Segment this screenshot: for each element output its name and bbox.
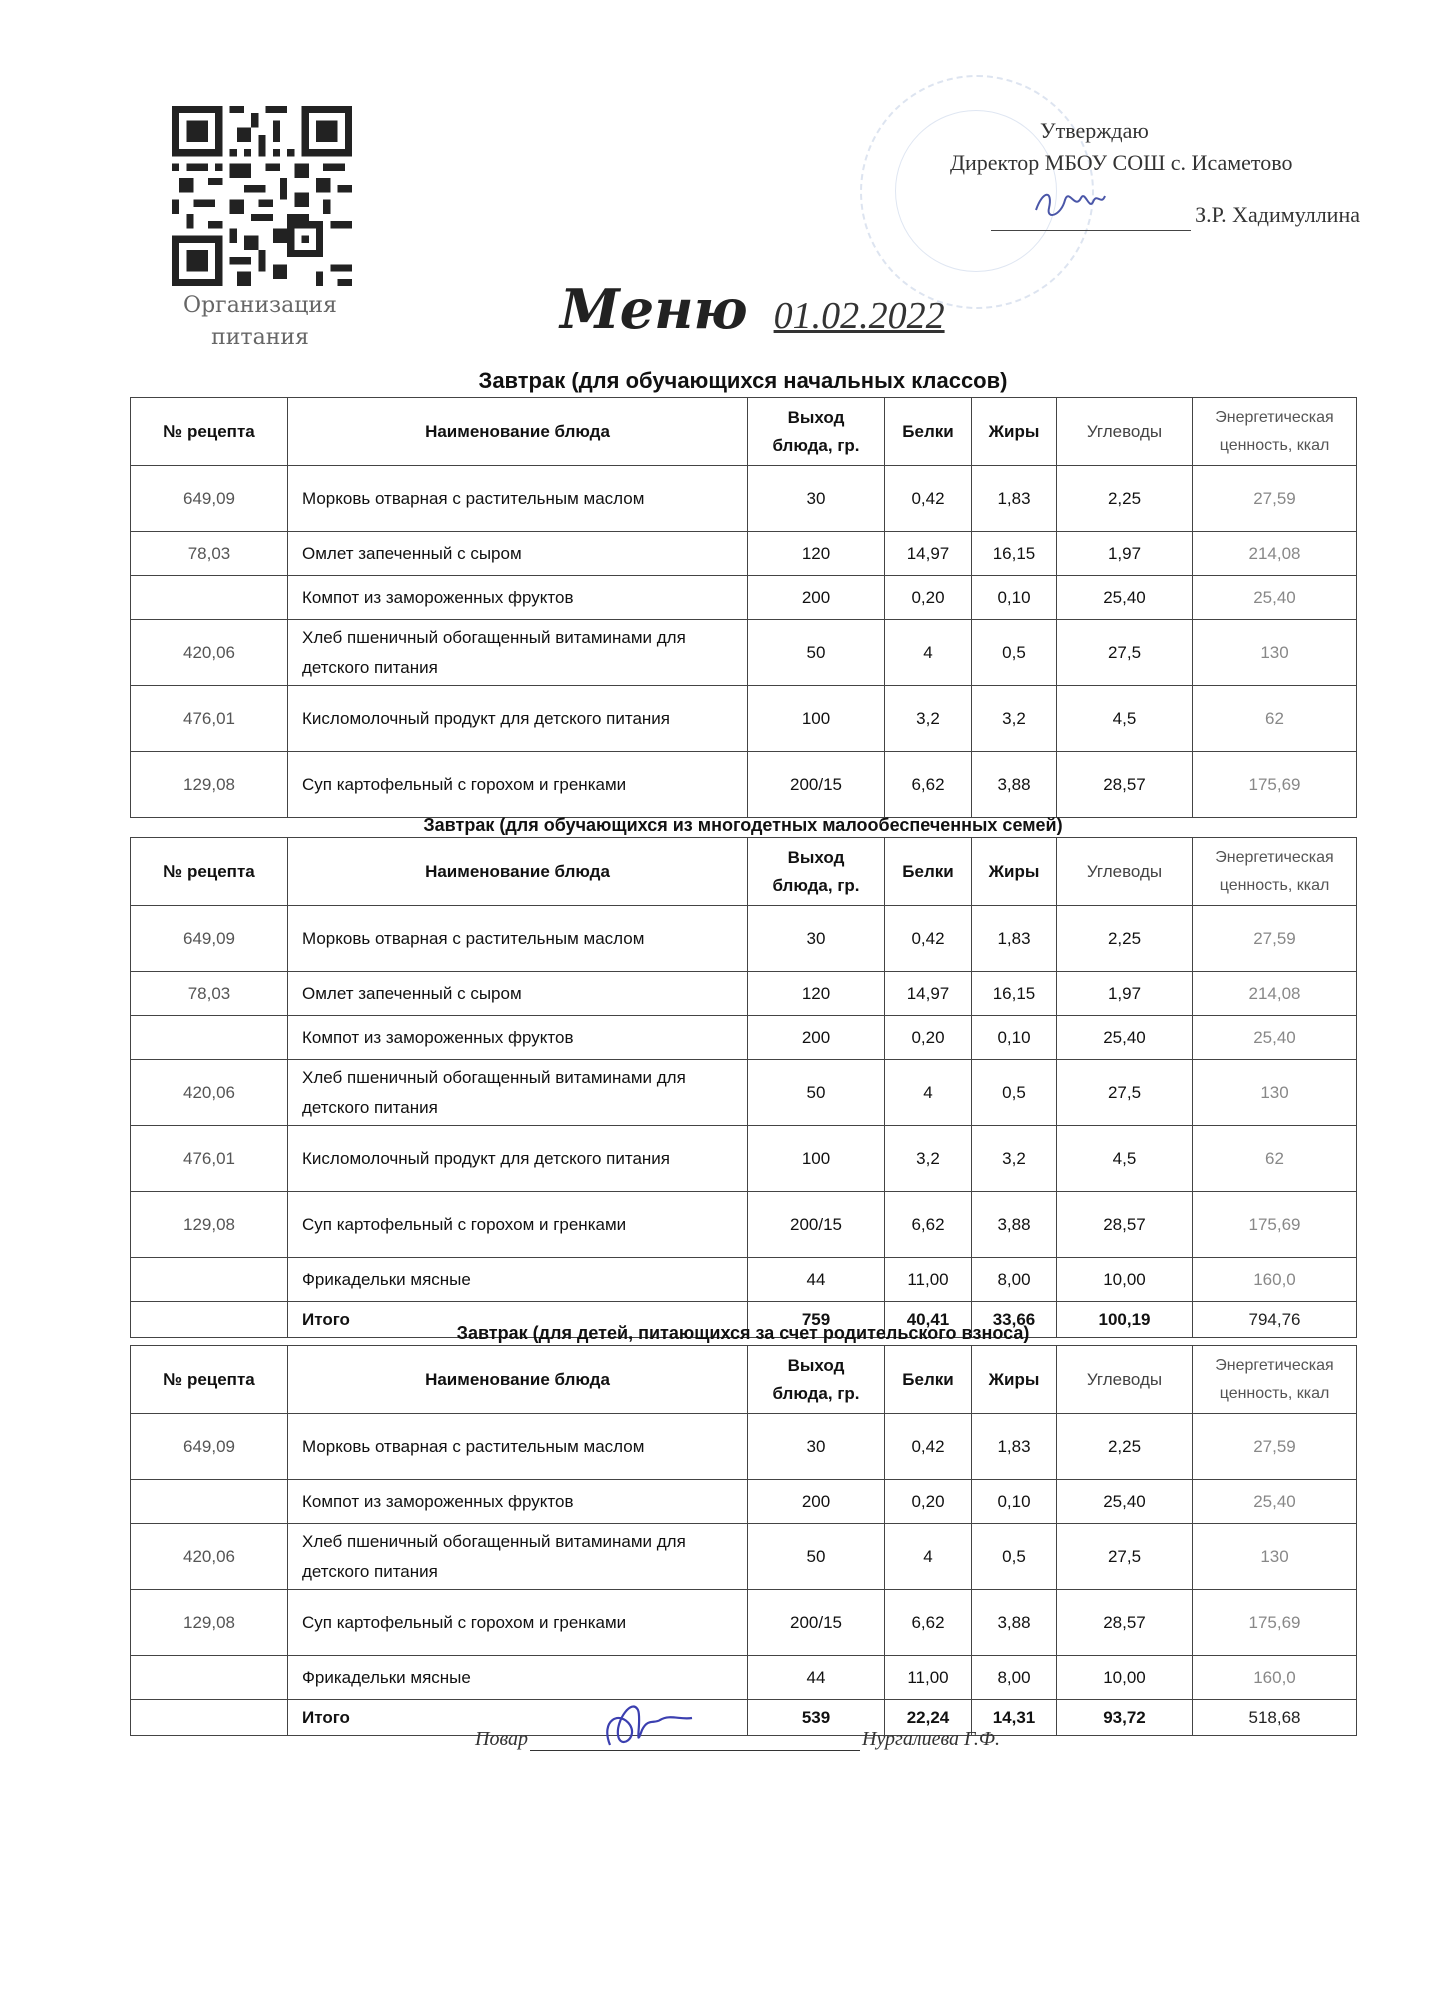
dish-fat: 3,2 — [972, 686, 1057, 752]
dish-name: Компот из замороженных фруктов — [288, 1016, 748, 1060]
approve-label: Утверждаю — [1040, 118, 1149, 143]
section-title-1 — [130, 368, 1356, 394]
table-row — [131, 686, 1357, 752]
cook-label: Повар — [475, 1728, 528, 1750]
col-yield-header-l1: Выход — [787, 847, 845, 867]
dish-protein: 0,42 — [885, 1414, 972, 1480]
cook-name: Нургалиева Г.Ф. — [862, 1728, 1000, 1750]
dish-carbs: 27,5 — [1057, 620, 1193, 686]
total-fat: 14,31 — [972, 1700, 1057, 1736]
dish-yield: 44 — [748, 1656, 885, 1700]
dish-carbs: 25,40 — [1057, 576, 1193, 620]
page-title — [560, 277, 945, 341]
col-code-header: № рецепта — [131, 1346, 288, 1414]
dish-name: Морковь отварная с растительным маслом — [288, 1414, 748, 1480]
dish-name: Хлеб пшеничный обогащенный витаминами для детского питания — [288, 1060, 748, 1126]
total-fat: 33,66 — [972, 1302, 1057, 1338]
dish-energy: 27,59 — [1193, 1414, 1357, 1480]
dish-energy: 27,59 — [1193, 466, 1357, 532]
col-protein-header: Белки — [885, 1346, 972, 1414]
dish-yield: 120 — [748, 532, 885, 576]
dish-carbs: 2,25 — [1057, 1414, 1193, 1480]
total-empty-cell — [131, 1700, 288, 1736]
director-signature — [1031, 180, 1121, 230]
dish-name: Компот из замороженных фруктов — [288, 576, 748, 620]
dish-energy: 62 — [1193, 1126, 1357, 1192]
table-row — [131, 1016, 1357, 1060]
col-protein-header: Белки — [885, 838, 972, 906]
menu-table-1 — [130, 397, 1357, 818]
recipe-code: 78,03 — [131, 972, 288, 1016]
col-energy-header — [1193, 838, 1357, 906]
col-energy-header-l1: Энергетическая — [1215, 848, 1334, 866]
recipe-code: 129,08 — [131, 1590, 288, 1656]
dish-name: Фрикадельки мясные — [288, 1258, 748, 1302]
total-yield: 759 — [748, 1302, 885, 1338]
dish-protein: 3,2 — [885, 1126, 972, 1192]
director-signature-line — [991, 204, 1191, 231]
total-carbs: 100,19 — [1057, 1302, 1193, 1338]
dish-carbs: 2,25 — [1057, 466, 1193, 532]
dish-fat: 1,83 — [972, 1414, 1057, 1480]
dish-energy: 130 — [1193, 1060, 1357, 1126]
dish-protein: 14,97 — [885, 532, 972, 576]
dish-carbs: 28,57 — [1057, 1590, 1193, 1656]
recipe-code: 420,06 — [131, 1060, 288, 1126]
cook-signature-line — [530, 1730, 860, 1751]
col-carbs-header: Углеводы — [1057, 838, 1193, 906]
dish-yield: 200 — [748, 576, 885, 620]
dish-fat: 0,10 — [972, 1016, 1057, 1060]
dish-fat: 16,15 — [972, 972, 1057, 1016]
recipe-code: 129,08 — [131, 752, 288, 818]
table-row — [131, 1258, 1357, 1302]
col-protein-header: Белки — [885, 398, 972, 466]
total-protein: 22,24 — [885, 1700, 972, 1736]
dish-fat: 3,88 — [972, 752, 1057, 818]
dish-energy: 175,69 — [1193, 1590, 1357, 1656]
dish-protein: 0,20 — [885, 1016, 972, 1060]
dish-fat: 3,88 — [972, 1192, 1057, 1258]
table-row — [131, 1656, 1357, 1700]
dish-energy: 130 — [1193, 1524, 1357, 1590]
menu-table-2 — [130, 837, 1357, 1338]
dish-energy: 214,08 — [1193, 532, 1357, 576]
col-carbs-header: Углеводы — [1057, 398, 1193, 466]
col-yield-header-l1: Выход — [787, 407, 845, 427]
dish-carbs: 4,5 — [1057, 1126, 1193, 1192]
col-name-header: Наименование блюда — [288, 838, 748, 906]
section-title-1-rest: (для обучающихся начальных классов) — [565, 368, 1008, 393]
total-yield: 539 — [748, 1700, 885, 1736]
table-row — [131, 1126, 1357, 1192]
dish-protein: 0,20 — [885, 576, 972, 620]
dish-energy: 175,69 — [1193, 1192, 1357, 1258]
col-name-header: Наименование блюда — [288, 1346, 748, 1414]
dish-protein: 11,00 — [885, 1258, 972, 1302]
approve-position: Директор МБОУ СОШ с. Исаметово — [950, 150, 1293, 175]
dish-name: Фрикадельки мясные — [288, 1656, 748, 1700]
dish-protein: 14,97 — [885, 972, 972, 1016]
approve-signature-row — [950, 199, 1360, 231]
dish-yield: 120 — [748, 972, 885, 1016]
col-yield-header-l1: Выход — [787, 1355, 845, 1375]
dish-protein: 4 — [885, 1060, 972, 1126]
dish-name: Омлет запеченный с сыром — [288, 972, 748, 1016]
total-energy: 518,68 — [1193, 1700, 1357, 1736]
section-title-3 — [130, 1323, 1356, 1344]
org-caption: Организация питания — [183, 293, 337, 350]
table-row — [131, 752, 1357, 818]
recipe-code: 420,06 — [131, 1524, 288, 1590]
dish-fat: 0,5 — [972, 620, 1057, 686]
dish-name: Суп картофельный с горохом и гренками — [288, 752, 748, 818]
dish-name: Суп картофельный с горохом и гренками — [288, 1590, 748, 1656]
recipe-code: 476,01 — [131, 686, 288, 752]
recipe-code: 649,09 — [131, 906, 288, 972]
recipe-code — [131, 576, 288, 620]
recipe-code: 78,03 — [131, 532, 288, 576]
table-row — [131, 620, 1357, 686]
total-energy: 794,76 — [1193, 1302, 1357, 1338]
col-yield-header-l2: блюда, гр. — [772, 1383, 860, 1403]
table-row — [131, 1192, 1357, 1258]
dish-energy: 130 — [1193, 620, 1357, 686]
total-label: Итого — [288, 1700, 748, 1736]
col-code-header: № рецепта — [131, 398, 288, 466]
dish-energy: 27,59 — [1193, 906, 1357, 972]
col-energy-header-l2: ценность, ккал — [1219, 876, 1330, 894]
dish-carbs: 25,40 — [1057, 1480, 1193, 1524]
dish-carbs: 1,97 — [1057, 972, 1193, 1016]
table-row — [131, 972, 1357, 1016]
dish-carbs: 25,40 — [1057, 1016, 1193, 1060]
table-row — [131, 1414, 1357, 1480]
dish-yield: 200/15 — [748, 1590, 885, 1656]
dish-carbs: 28,57 — [1057, 752, 1193, 818]
col-energy-header-l2: ценность, ккал — [1219, 1384, 1330, 1402]
table-header-row — [131, 1346, 1357, 1414]
title-word: Меню — [560, 277, 748, 341]
dish-name: Суп картофельный с горохом и гренками — [288, 1192, 748, 1258]
col-name-header: Наименование блюда — [288, 398, 748, 466]
section-title-1-bold: Завтрак — [478, 368, 566, 393]
dish-yield: 200/15 — [748, 1192, 885, 1258]
dish-energy: 214,08 — [1193, 972, 1357, 1016]
dish-fat: 3,88 — [972, 1590, 1057, 1656]
recipe-code — [131, 1656, 288, 1700]
dish-carbs: 10,00 — [1057, 1258, 1193, 1302]
col-energy-header-l1: Энергетическая — [1215, 1356, 1334, 1374]
dish-fat: 0,10 — [972, 1480, 1057, 1524]
recipe-code — [131, 1258, 288, 1302]
dish-fat: 8,00 — [972, 1656, 1057, 1700]
total-carbs: 93,72 — [1057, 1700, 1193, 1736]
dish-yield: 44 — [748, 1258, 885, 1302]
col-energy-header — [1193, 398, 1357, 466]
menu-table-3 — [130, 1345, 1357, 1736]
dish-name: Компот из замороженных фруктов — [288, 1480, 748, 1524]
menu-date: 01.02.2022 — [773, 295, 945, 337]
dish-energy: 25,40 — [1193, 1480, 1357, 1524]
dish-name: Кисломолочный продукт для детского питания — [288, 1126, 748, 1192]
col-energy-header-l1: Энергетическая — [1215, 408, 1334, 426]
dish-carbs: 4,5 — [1057, 686, 1193, 752]
col-energy-header-l2: ценность, ккал — [1219, 436, 1330, 454]
col-yield-header-l2: блюда, гр. — [772, 875, 860, 895]
dish-name: Кисломолочный продукт для детского питания — [288, 686, 748, 752]
col-yield-header — [748, 398, 885, 466]
dish-yield: 30 — [748, 466, 885, 532]
col-fat-header: Жиры — [972, 1346, 1057, 1414]
cook-signature — [590, 1690, 700, 1760]
dish-protein: 0,42 — [885, 906, 972, 972]
dish-protein: 6,62 — [885, 1590, 972, 1656]
dish-energy: 160,0 — [1193, 1258, 1357, 1302]
dish-name: Омлет запеченный с сыром — [288, 532, 748, 576]
dish-carbs: 10,00 — [1057, 1656, 1193, 1700]
recipe-code: 129,08 — [131, 1192, 288, 1258]
recipe-code: 476,01 — [131, 1126, 288, 1192]
dish-yield: 200/15 — [748, 752, 885, 818]
dish-carbs: 2,25 — [1057, 906, 1193, 972]
dish-protein: 6,62 — [885, 752, 972, 818]
dish-yield: 30 — [748, 906, 885, 972]
dish-protein: 3,2 — [885, 686, 972, 752]
table-row — [131, 1590, 1357, 1656]
dish-protein: 6,62 — [885, 1192, 972, 1258]
dish-carbs: 28,57 — [1057, 1192, 1193, 1258]
recipe-code: 649,09 — [131, 1414, 288, 1480]
col-yield-header — [748, 838, 885, 906]
dish-energy: 160,0 — [1193, 1656, 1357, 1700]
col-code-header: № рецепта — [131, 838, 288, 906]
table-row — [131, 1060, 1357, 1126]
dish-carbs: 27,5 — [1057, 1060, 1193, 1126]
dish-fat: 8,00 — [972, 1258, 1057, 1302]
dish-energy: 62 — [1193, 686, 1357, 752]
table-row — [131, 576, 1357, 620]
col-energy-header — [1193, 1346, 1357, 1414]
col-yield-header — [748, 1346, 885, 1414]
dish-yield: 50 — [748, 620, 885, 686]
dish-name: Морковь отварная с растительным маслом — [288, 466, 748, 532]
recipe-code: 420,06 — [131, 620, 288, 686]
section-title-2-bold: Завтрак (для обучающихся из многодетных малообеспеченных семей) — [423, 815, 1063, 835]
table-row — [131, 1480, 1357, 1524]
table-row — [131, 532, 1357, 576]
qr-code — [172, 106, 352, 286]
total-protein: 40,41 — [885, 1302, 972, 1338]
col-carbs-header: Углеводы — [1057, 1346, 1193, 1414]
total-label: Итого — [288, 1302, 748, 1338]
dish-yield: 30 — [748, 1414, 885, 1480]
dish-fat: 1,83 — [972, 466, 1057, 532]
table-row — [131, 906, 1357, 972]
dish-protein: 0,42 — [885, 466, 972, 532]
dish-fat: 0,10 — [972, 576, 1057, 620]
dish-yield: 50 — [748, 1060, 885, 1126]
dish-yield: 100 — [748, 1126, 885, 1192]
recipe-code: 649,09 — [131, 466, 288, 532]
col-fat-header: Жиры — [972, 398, 1057, 466]
approve-signer: З.Р. Хадимуллина — [1195, 202, 1360, 227]
col-fat-header: Жиры — [972, 838, 1057, 906]
col-yield-header-l2: блюда, гр. — [772, 435, 860, 455]
dish-fat: 0,5 — [972, 1060, 1057, 1126]
table-header-row — [131, 398, 1357, 466]
dish-fat: 0,5 — [972, 1524, 1057, 1590]
dish-carbs: 27,5 — [1057, 1524, 1193, 1590]
table-header-row — [131, 838, 1357, 906]
dish-name: Хлеб пшеничный обогащенный витаминами для детского питания — [288, 620, 748, 686]
dish-fat: 1,83 — [972, 906, 1057, 972]
section-title-3-bold: Завтрак (для детей, питающихся за счет родительского взноса) — [456, 1323, 1030, 1343]
approval-block — [950, 115, 1360, 231]
table-row — [131, 1524, 1357, 1590]
dish-yield: 200 — [748, 1016, 885, 1060]
dish-carbs: 1,97 — [1057, 532, 1193, 576]
dish-energy: 25,40 — [1193, 1016, 1357, 1060]
dish-fat: 16,15 — [972, 532, 1057, 576]
dish-protein: 11,00 — [885, 1656, 972, 1700]
dish-energy: 25,40 — [1193, 576, 1357, 620]
dish-protein: 4 — [885, 1524, 972, 1590]
dish-energy: 175,69 — [1193, 752, 1357, 818]
dish-yield: 100 — [748, 686, 885, 752]
dish-yield: 200 — [748, 1480, 885, 1524]
cook-signature-row — [475, 1728, 1000, 1751]
dish-name: Морковь отварная с растительным маслом — [288, 906, 748, 972]
section-title-2 — [130, 815, 1356, 836]
dish-protein: 4 — [885, 620, 972, 686]
recipe-code — [131, 1016, 288, 1060]
dish-name: Хлеб пшеничный обогащенный витаминами для детского питания — [288, 1524, 748, 1590]
dish-protein: 0,20 — [885, 1480, 972, 1524]
recipe-code — [131, 1480, 288, 1524]
dish-yield: 50 — [748, 1524, 885, 1590]
table-row — [131, 466, 1357, 532]
dish-fat: 3,2 — [972, 1126, 1057, 1192]
